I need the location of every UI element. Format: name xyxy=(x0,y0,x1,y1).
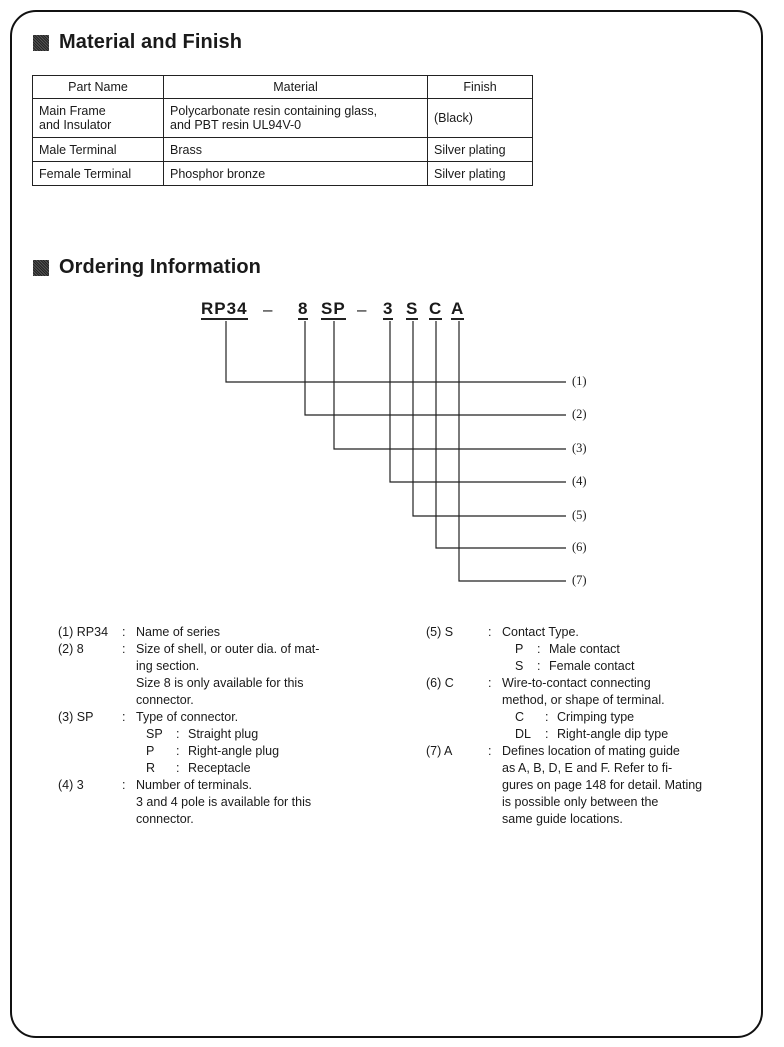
description-key: (6) C xyxy=(426,676,454,690)
cell-text: and PBT resin UL94V-0 xyxy=(170,118,302,132)
callout-label: (1) xyxy=(572,374,587,388)
description-key: (4) 3 xyxy=(58,778,84,792)
description-sep: : xyxy=(488,625,492,639)
description-sep: : xyxy=(488,744,492,758)
description-text: Wire-to-contact connecting xyxy=(502,676,651,690)
option-code: S xyxy=(515,659,524,673)
option-code: P xyxy=(146,744,155,758)
description-item xyxy=(58,709,356,777)
header-material: Material xyxy=(164,76,428,99)
callout-label: (2) xyxy=(572,407,587,421)
cell-part: Male Terminal xyxy=(33,138,164,162)
description-sep: : xyxy=(122,625,126,639)
code-separator: – xyxy=(357,300,367,319)
option-item: P : Male contact xyxy=(515,642,620,656)
description-item xyxy=(58,641,356,709)
description-text: Number of terminals. xyxy=(136,778,253,792)
callout-label: (5) xyxy=(572,508,587,522)
cell-part: Female Terminal xyxy=(33,162,164,186)
header-finish: Finish xyxy=(428,76,533,99)
description-key: (3) SP xyxy=(58,710,94,724)
description-item xyxy=(426,743,720,828)
option-label: Receptacle xyxy=(188,761,251,775)
description-item xyxy=(426,675,720,743)
description-text: Name of series xyxy=(136,625,221,639)
description-sep: : xyxy=(122,710,126,724)
code-segment-type: SP xyxy=(321,299,346,318)
description-text: ing section. xyxy=(136,659,200,673)
callout-label: (6) xyxy=(572,540,587,554)
header-part-name: Part Name xyxy=(33,76,164,99)
option-item: C : Crimping type xyxy=(515,710,635,724)
heading-text: Ordering Information xyxy=(59,256,261,278)
option-item: P : Right-angle plug xyxy=(146,744,280,758)
description-text: as A, B, D, E and F. Refer to fi- xyxy=(502,761,673,775)
cell-text: Main Frame xyxy=(39,104,106,118)
description-key: (7) A xyxy=(426,744,453,758)
option-code: DL xyxy=(515,727,531,741)
descriptions-right xyxy=(426,624,720,828)
code-segment-guide: A xyxy=(451,299,465,318)
description-item xyxy=(58,624,356,641)
code-segment-terminals: 3 xyxy=(383,299,394,318)
cell-finish: (Black) xyxy=(428,99,533,138)
option-label: Male contact xyxy=(549,642,620,656)
cell-material: Phosphor bronze xyxy=(164,162,428,186)
description-text: Contact Type. xyxy=(502,625,579,639)
option-item: S : Female contact xyxy=(515,659,635,673)
option-label: Right-angle dip type xyxy=(557,727,669,741)
description-key: (1) RP34 xyxy=(58,625,109,639)
code-separator: – xyxy=(263,300,273,319)
description-text: connector. xyxy=(136,693,194,707)
option-label: Straight plug xyxy=(188,727,259,741)
description-key: (5) S xyxy=(426,625,454,639)
description-text: 3 and 4 pole is available for this xyxy=(136,795,312,809)
option-code: SP xyxy=(146,727,163,741)
cell-finish: Silver plating xyxy=(428,162,533,186)
option-code: C xyxy=(515,710,525,724)
description-text: connector. xyxy=(136,812,194,826)
description-text: method, or shape of terminal. xyxy=(502,693,665,707)
option-item: SP : Straight plug xyxy=(146,727,259,741)
callout-label: (3) xyxy=(572,441,587,455)
description-sep: : xyxy=(488,676,492,690)
description-text: Size of shell, or outer dia. of mat- xyxy=(136,642,320,656)
callout-label: (4) xyxy=(572,474,587,488)
code-segment-size: 8 xyxy=(298,299,309,318)
description-key: (2) 8 xyxy=(58,642,84,656)
option-item: R : Receptacle xyxy=(146,761,251,775)
cell-text: and Insulator xyxy=(39,118,112,132)
code-segment-series: RP34 xyxy=(201,299,248,318)
description-item xyxy=(426,624,720,675)
callout-label: (7) xyxy=(572,573,587,587)
option-code: P xyxy=(515,642,524,656)
cell-text: Polycarbonate resin containing glass, xyxy=(170,104,378,118)
heading-text: Material and Finish xyxy=(59,31,243,53)
option-label: Crimping type xyxy=(557,710,635,724)
descriptions-left xyxy=(58,624,356,828)
code-segment-connecting: C xyxy=(429,299,443,318)
description-text: Type of connector. xyxy=(136,710,239,724)
option-label: Female contact xyxy=(549,659,635,673)
description-text: Defines location of mating guide xyxy=(502,744,680,758)
cell-material: Brass xyxy=(164,138,428,162)
description-text: is possible only between the xyxy=(502,795,659,809)
code-segment-contact: S xyxy=(406,299,419,318)
option-item: DL : Right-angle dip type xyxy=(515,727,669,741)
description-text: Size 8 is only available for this xyxy=(136,676,304,690)
description-sep: : xyxy=(122,778,126,792)
description-item xyxy=(58,777,356,828)
option-label: Right-angle plug xyxy=(188,744,280,758)
description-text: same guide locations. xyxy=(502,812,623,826)
description-text: gures on page 148 for detail. Mating xyxy=(502,778,703,792)
option-code: R xyxy=(146,761,156,775)
cell-finish: Silver plating xyxy=(428,138,533,162)
description-sep: : xyxy=(122,642,126,656)
